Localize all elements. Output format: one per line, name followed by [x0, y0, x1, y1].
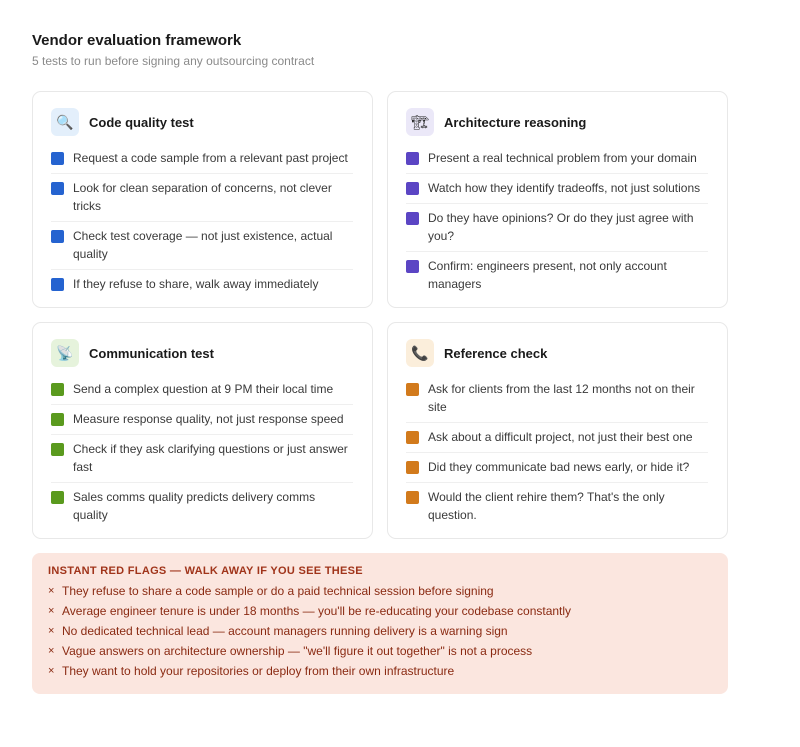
bullet-square-icon	[51, 230, 64, 243]
checklist	[51, 151, 353, 299]
checklist-item	[51, 181, 353, 222]
bullet-square-icon	[406, 383, 419, 396]
card-title: Architecture reasoning	[444, 114, 587, 130]
red-flag-text: Vague answers on architecture ownership — "we'll figure it out together" is not a process	[62, 644, 533, 658]
card-header	[51, 339, 214, 367]
card-title: Reference check	[444, 345, 548, 361]
checklist-item	[406, 460, 708, 483]
checklist-item-text: Present a real technical problem from your domain	[428, 151, 697, 165]
card-header	[406, 108, 586, 136]
red-flag-item	[48, 581, 712, 601]
card-communication-test	[32, 322, 373, 539]
checklist	[51, 382, 353, 530]
checklist-item-text: Did they communicate bad news early, or hide it?	[428, 460, 690, 474]
checklist-item-text: Check if they ask clarifying questions or just answer fast	[73, 442, 348, 474]
red-flags-title: INSTANT RED FLAGS — WALK AWAY IF YOU SEE THESE	[48, 565, 363, 577]
red-flag-text: No dedicated technical lead — account managers running delivery is a warning sign	[62, 624, 508, 638]
bullet-square-icon	[406, 491, 419, 504]
red-flags-list	[48, 581, 712, 681]
red-flag-text: Average engineer tenure is under 18 months — you'll be re-educating your codebase constantly	[62, 604, 572, 618]
bullet-square-icon	[51, 443, 64, 456]
x-mark-icon: ×	[48, 605, 55, 617]
checklist-item	[406, 259, 708, 299]
checklist	[406, 382, 708, 530]
checklist-item-text: Do they have opinions? Or do they just agree with you?	[428, 211, 694, 243]
card-header	[51, 108, 194, 136]
checklist-item-text: Watch how they identify tradeoffs, not just solutions	[428, 181, 701, 195]
magnifier-icon: 🔍	[51, 108, 79, 136]
checklist-item-text: Request a code sample from a relevant past project	[73, 151, 348, 165]
page-title: Vendor evaluation framework	[32, 32, 242, 49]
checklist-item	[51, 229, 353, 270]
card-title: Code quality test	[89, 114, 194, 130]
bullet-square-icon	[406, 212, 419, 225]
phone-icon: 📞	[406, 339, 434, 367]
x-mark-icon: ×	[48, 585, 55, 597]
checklist-item-text: Send a complex question at 9 PM their local time	[73, 382, 334, 396]
checklist-item-text: Ask for clients from the last 12 months not on their site	[428, 382, 695, 414]
checklist-item	[51, 490, 353, 530]
checklist-item	[406, 430, 708, 453]
card-header	[406, 339, 547, 367]
construction-crane-icon: 🏗	[406, 108, 434, 136]
bullet-square-icon	[406, 431, 419, 444]
checklist-item	[51, 382, 353, 405]
bullet-square-icon	[406, 461, 419, 474]
page-header	[32, 32, 728, 69]
red-flag-item	[48, 621, 712, 641]
card-code-quality	[32, 91, 373, 308]
checklist-item	[406, 382, 708, 423]
red-flag-item	[48, 661, 712, 681]
checklist-item	[51, 151, 353, 174]
checklist-item-text: Sales comms quality predicts delivery comms quality	[73, 490, 316, 522]
bullet-square-icon	[51, 278, 64, 291]
checklist-item	[406, 490, 708, 530]
checklist-item-text: Check test coverage — not just existence, actual quality	[73, 229, 333, 261]
satellite-antenna-icon: 📡	[51, 339, 79, 367]
red-flag-text: They want to hold your repositories or deploy from their own infrastructure	[62, 664, 455, 678]
bullet-square-icon	[406, 152, 419, 165]
red-flag-item	[48, 641, 712, 661]
bullet-square-icon	[51, 383, 64, 396]
checklist-item-text: Look for clean separation of concerns, not clever tricks	[73, 181, 332, 213]
checklist-item-text: Measure response quality, not just response speed	[73, 412, 344, 426]
bullet-square-icon	[406, 182, 419, 195]
checklist-item	[51, 412, 353, 435]
checklist-item-text: Confirm: engineers present, not only account managers	[428, 259, 667, 291]
bullet-square-icon	[406, 260, 419, 273]
x-mark-icon: ×	[48, 665, 55, 677]
red-flag-text: They refuse to share a code sample or do a paid technical session before signing	[62, 584, 494, 598]
checklist-item-text: If they refuse to share, walk away immediately	[73, 277, 319, 291]
bullet-square-icon	[51, 413, 64, 426]
bullet-square-icon	[51, 152, 64, 165]
checklist-item-text: Would the client rehire them? That's the only question.	[428, 490, 665, 522]
card-architecture-reasoning	[387, 91, 728, 308]
x-mark-icon: ×	[48, 625, 55, 637]
checklist-item	[406, 181, 708, 204]
card-reference-check	[387, 322, 728, 539]
x-mark-icon: ×	[48, 645, 55, 657]
page-subtitle: 5 tests to run before signing any outsourcing contract	[32, 54, 315, 68]
checklist	[406, 151, 708, 299]
bullet-square-icon	[51, 491, 64, 504]
checklist-item	[51, 442, 353, 483]
red-flag-item	[48, 601, 712, 621]
card-title: Communication test	[89, 345, 214, 361]
checklist-item-text: Ask about a difficult project, not just their best one	[428, 430, 693, 444]
checklist-item	[51, 277, 353, 299]
checklist-item	[406, 211, 708, 252]
checklist-item	[406, 151, 708, 174]
red-flags-panel	[32, 553, 728, 694]
bullet-square-icon	[51, 182, 64, 195]
